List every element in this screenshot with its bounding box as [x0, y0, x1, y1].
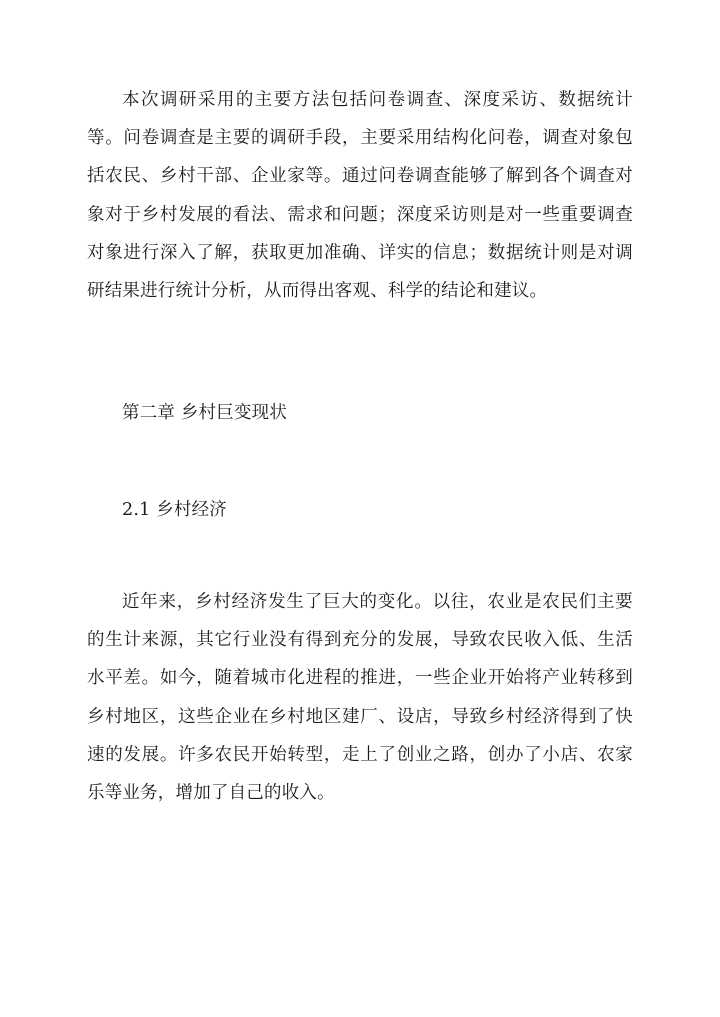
rural-economy-paragraph: 近年来，乡村经济发生了巨大的变化。以往，农业是农民们主要的生计来源，其它行业没有得到充分的发展，导致农民收入低、生活水平差。如今，随着城市化进程的推进，一些企业开始将产业转移到乡村地区，这些企业在乡村地区建厂、设店，导致乡村经济得到了快速的发展。许多农民开始转型，走上了创业之路，创办了小店、农家乐等业务，增加了自己的收入。: [87, 592, 633, 804]
section-heading: 2.1 乡村经济: [122, 500, 227, 520]
methods-paragraph: 本次调研采用的主要方法包括问卷调查、深度采访、数据统计等。问卷调查是主要的调研手段，主要采用结构化问卷，调查对象包括农民、乡村干部、企业家等。通过问卷调查能够了解到各个调查对象对于乡村发展的看法、需求和问题；深度采访则是对一些重要调查对象进行深入了解，获取更加准确、详实的信息；数据统计则是对调研结果进行统计分析，从而得出客观、科学的结论和建议。: [87, 90, 633, 302]
chapter-heading: 第二章 乡村巨变现状: [122, 403, 288, 423]
